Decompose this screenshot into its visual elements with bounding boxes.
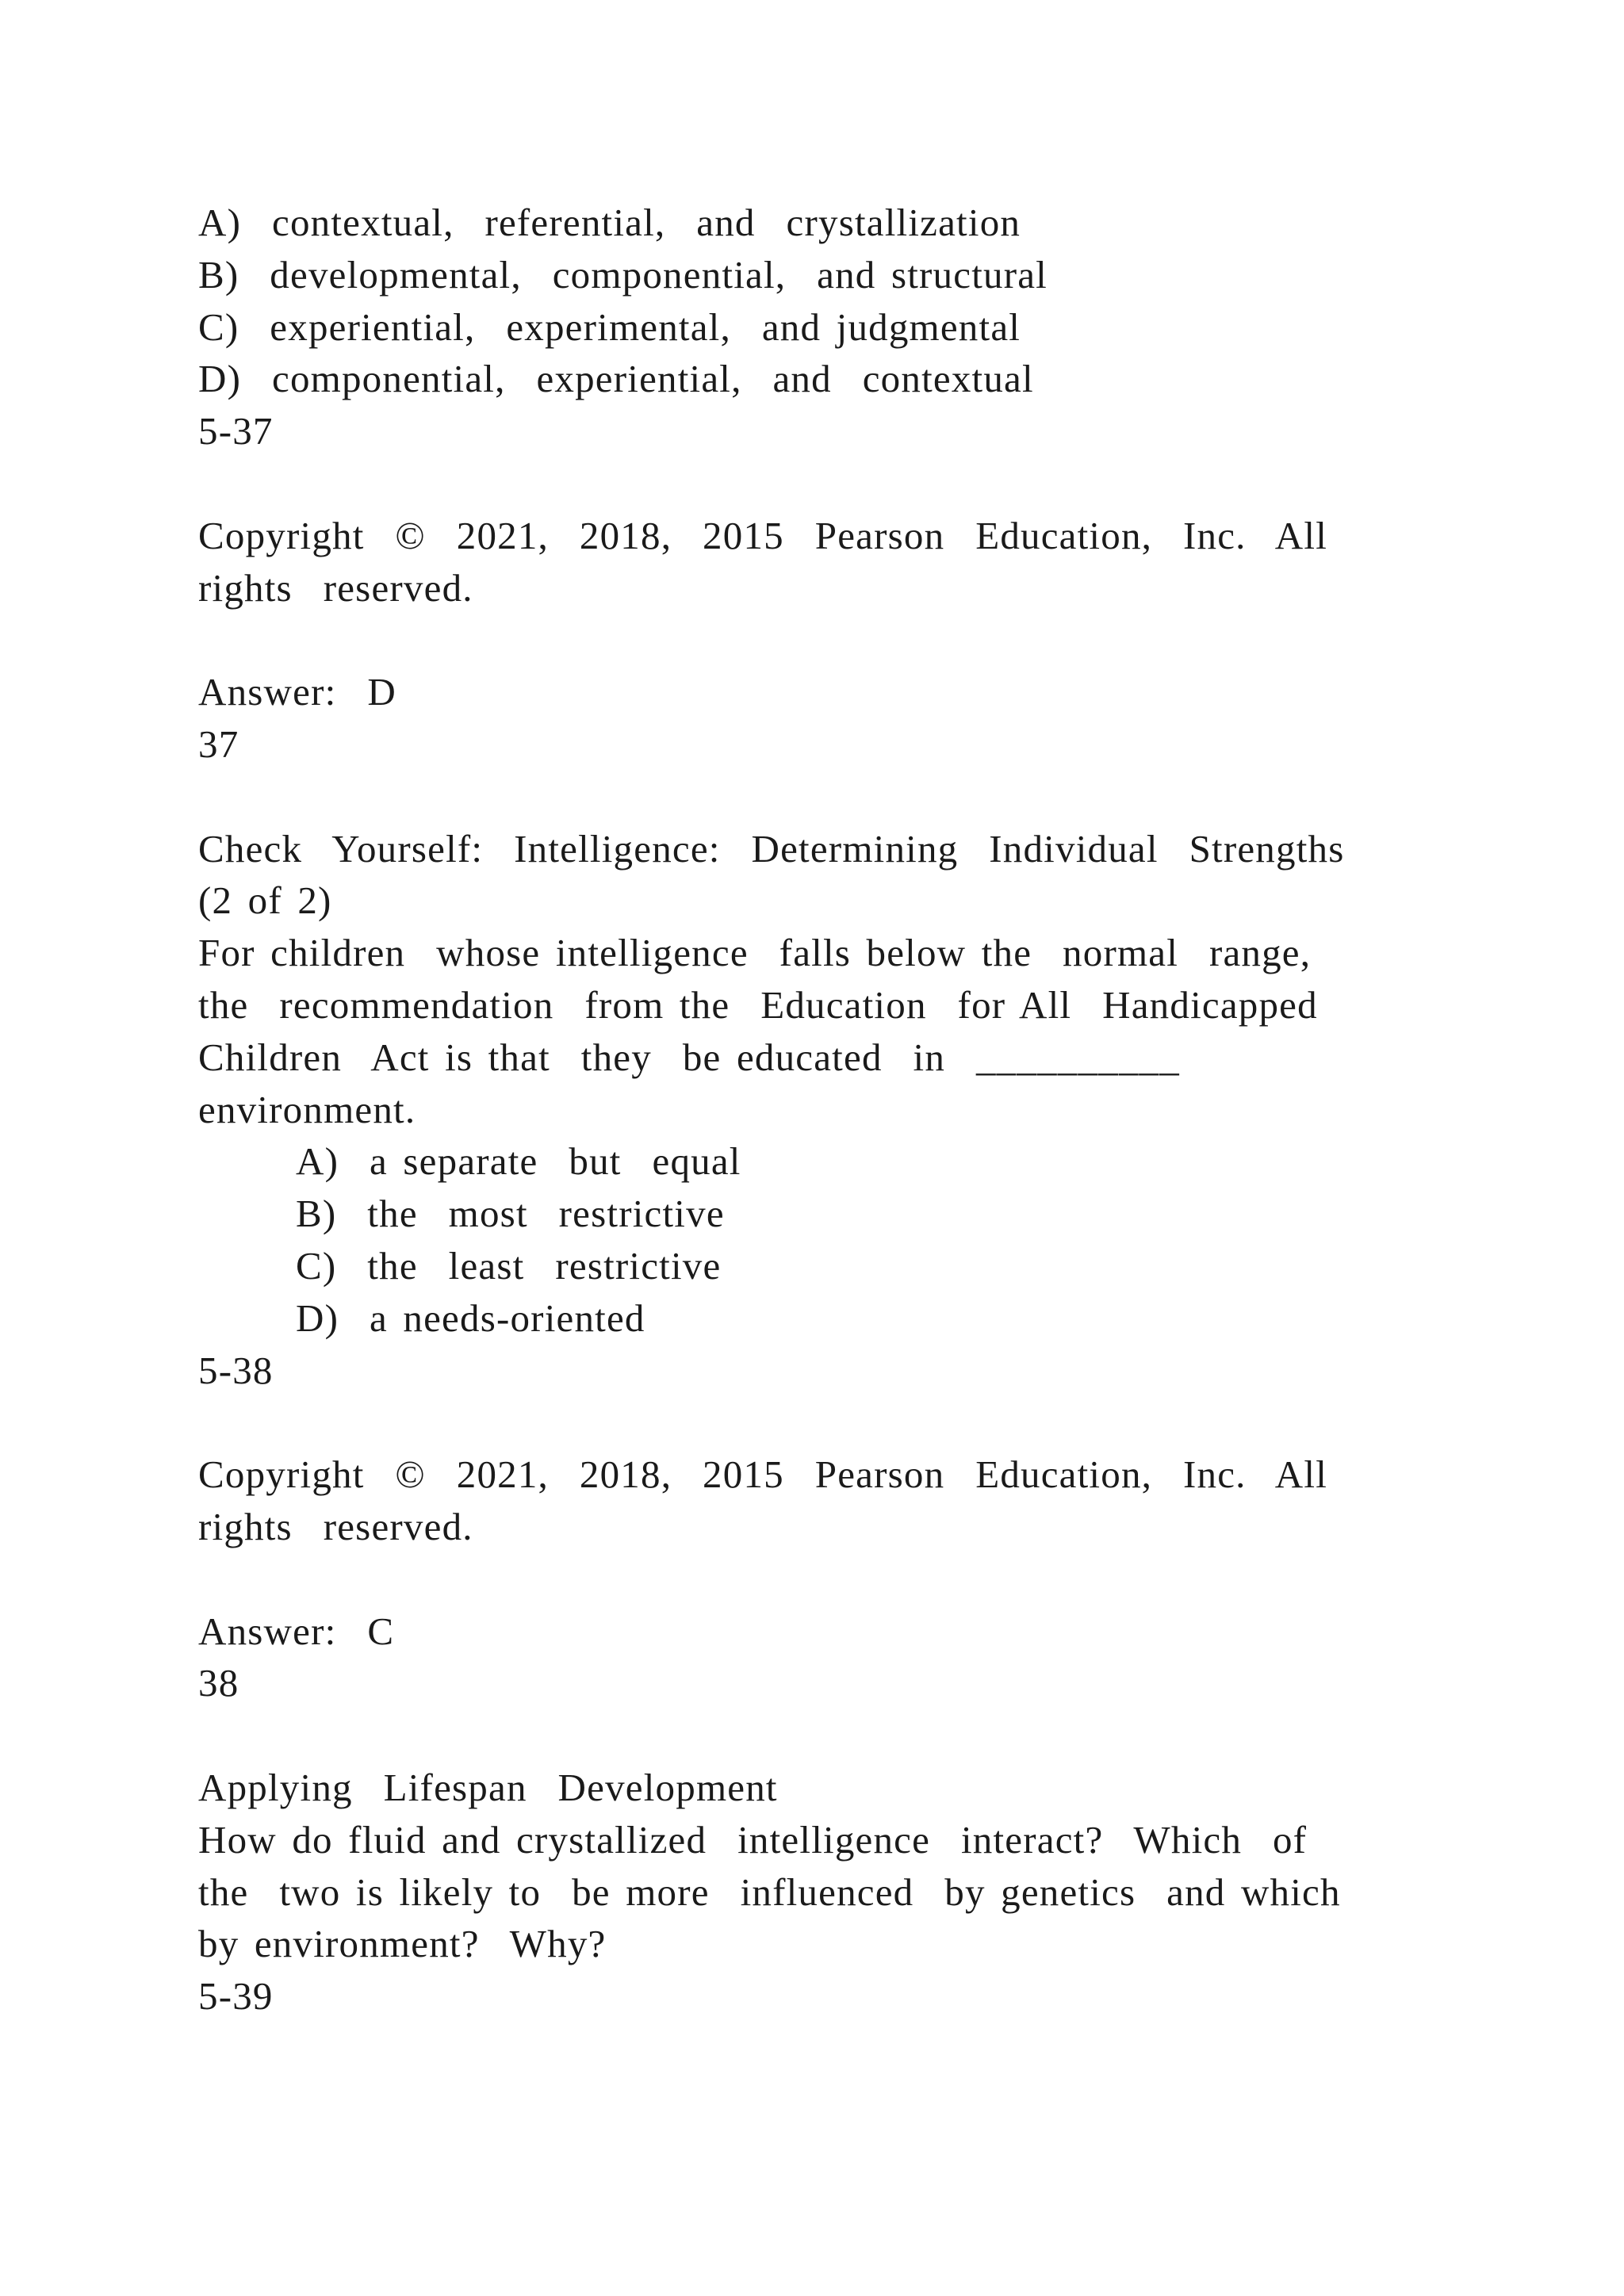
q38-option-b: B) the most restrictive (296, 1192, 725, 1236)
q37-copyright-line-1: Copyright © 2021, 2018, 2015 Pearson Education, Inc. All (198, 513, 1328, 557)
q39-question-line-3: by environment? Why? (198, 1922, 607, 1966)
q39-title: Applying Lifespan Development (198, 1765, 778, 1809)
q37-option-d: D) componential, experiential, and contextual (198, 357, 1034, 401)
q37-option-c: C) experiential, experimental, and judgmental (198, 304, 1021, 349)
q38-copyright-line-2: rights reserved. (198, 1504, 473, 1548)
document-body (198, 197, 1435, 2022)
q38-option-c: C) the least restrictive (296, 1243, 722, 1288)
spacer (198, 457, 1435, 510)
q39-question-line-2: the two is likely to be more influenced by genetics and which (198, 1869, 1341, 1914)
q38-question-line-1: For children whose intelligence falls below the normal range, (198, 931, 1312, 975)
q38-question-line-3: Children Act is that they be educated in __________ (198, 1035, 1180, 1079)
q37-option-a: A) contextual, referential, and crystallization (198, 201, 1021, 244)
q38-slide-number: 5-38 (198, 1348, 274, 1392)
q39-question-line-1: How do fluid and crystallized intelligence interact? Which of (198, 1817, 1308, 1862)
spacer (198, 771, 1435, 823)
q38-copyright-line-1: Copyright © 2021, 2018, 2015 Pearson Education, Inc. All (198, 1452, 1328, 1497)
spacer (198, 614, 1435, 666)
q38-page-number: 38 (198, 1661, 239, 1705)
q38-question-line-2: the recommendation from the Education for All Handicapped (198, 982, 1318, 1027)
q37-copyright-line-2: rights reserved. (198, 565, 473, 610)
q38-option-a: A) a separate but equal (296, 1139, 741, 1184)
q37-answer: Answer: D (198, 670, 396, 714)
q38-answer: Answer: C (198, 1609, 395, 1653)
spacer (198, 1553, 1435, 1605)
q37-page-number: 37 (198, 721, 239, 766)
spacer (198, 1709, 1435, 1762)
q38-title-line-2: (2 of 2) (198, 878, 332, 923)
q38-title-line-1: Check Yourself: Intelligence: Determining Individual Strengths (198, 826, 1345, 871)
spacer (198, 1396, 1435, 1448)
q39-slide-number: 5-39 (198, 1974, 274, 2019)
q38-question-line-4: environment. (198, 1087, 416, 1131)
q37-option-b: B) developmental, componential, and structural (198, 252, 1048, 297)
q38-option-d: D) a needs-oriented (296, 1295, 645, 1340)
q37-slide-number: 5-37 (198, 409, 274, 453)
